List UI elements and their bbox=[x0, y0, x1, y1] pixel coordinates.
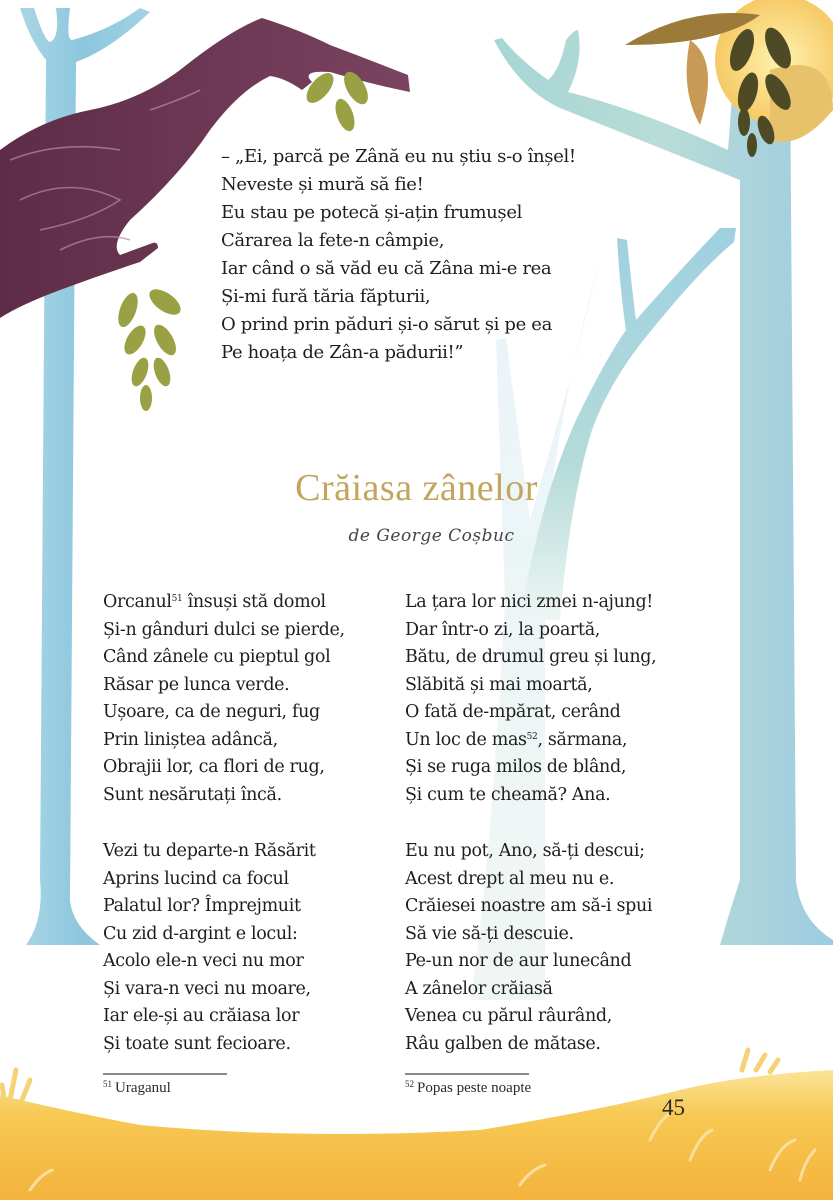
verse-line: Vezi tu departe-n Răsărit bbox=[103, 841, 316, 861]
verse-line: Eu nu pot, Ano, să-ți descui; bbox=[405, 841, 645, 861]
footnote-rule bbox=[103, 1073, 227, 1075]
verse-line: Slăbită și mai moartă, bbox=[405, 674, 593, 695]
verse-line: Neveste și mură să fie! bbox=[221, 174, 424, 195]
verse-line: Când zânele cu pieptul gol bbox=[103, 647, 331, 667]
verse-line: Și cum te cheamă? Ana. bbox=[405, 784, 611, 805]
verse-line: Răsar pe lunca verde. bbox=[103, 674, 290, 695]
verse-line: Să vie să-ți descuie. bbox=[405, 923, 574, 944]
verse-line: – „Ei, parcă pe Zână eu nu știu s-o înșel! bbox=[221, 146, 576, 167]
verse-line bbox=[405, 727, 656, 755]
verse-line: Prin liniștea adâncă, bbox=[103, 729, 278, 750]
verse-line: Obrajii lor, ca flori de rug, bbox=[103, 757, 325, 777]
verse-line: Cărarea la fete-n câmpie, bbox=[221, 230, 445, 251]
verse-text: Un loc de mas bbox=[405, 729, 527, 750]
verse-line: Și se ruga milos de blând, bbox=[405, 757, 627, 777]
verse-line: Venea cu părul râurând, bbox=[405, 1006, 612, 1026]
verse-text: însuși stă domol bbox=[182, 592, 326, 612]
footnote-52 bbox=[405, 1080, 531, 1097]
footnote-ref-51[interactable]: 51 bbox=[171, 594, 183, 604]
verse-line: Palatul lor? Împrejmuit bbox=[103, 896, 301, 916]
verse-line: Ușoare, ca de neguri, fug bbox=[103, 702, 320, 722]
verse-line: Râu galben de mătase. bbox=[405, 1033, 601, 1054]
left-stanza-1 bbox=[103, 589, 345, 809]
verse-line: Bătu, de drumul greu și lung, bbox=[405, 647, 657, 667]
footnote-number: 52 bbox=[405, 1079, 414, 1089]
verse-line: O prind prin păduri și-o sărut și pe ea bbox=[221, 314, 552, 335]
footnote-rule bbox=[405, 1073, 529, 1075]
right-stanza-2 bbox=[405, 838, 652, 1058]
right-stanza-1 bbox=[405, 589, 656, 809]
verse-line: Și-n gânduri dulci se pierde, bbox=[103, 619, 345, 640]
word-orcanul: Orcanul bbox=[103, 592, 172, 612]
verse-line: Și-mi fură tăria făpturii, bbox=[221, 286, 431, 307]
verse-line: Cu zid d-argint e locul: bbox=[103, 923, 298, 944]
verse-line: Și vara-n veci nu moare, bbox=[103, 978, 311, 999]
verse-line: Dar într-o zi, la poartă, bbox=[405, 619, 601, 640]
verse-line: Eu stau pe potecă și-ațin frumușel bbox=[221, 202, 523, 223]
verse-line: La țara lor nici zmei n-ajung! bbox=[405, 592, 653, 612]
page-number: 45 bbox=[662, 1095, 685, 1120]
footnote-number: 51 bbox=[103, 1079, 112, 1089]
verse-line: Iar când o să văd eu că Zâna mi-e rea bbox=[221, 258, 552, 279]
verse-line: Iar ele-și au crăiasa lor bbox=[103, 1006, 300, 1026]
verse-line: A zânelor crăiasă bbox=[405, 978, 553, 999]
verse-line: O fată de-mpărat, cerând bbox=[405, 702, 621, 722]
poem-author: de George Coșbuc bbox=[348, 526, 515, 546]
verse-line: Și toate sunt fecioare. bbox=[103, 1033, 291, 1054]
footnote-51 bbox=[103, 1080, 171, 1097]
verse-line: Acolo ele-n veci nu mor bbox=[103, 951, 304, 971]
verse-line bbox=[103, 589, 345, 617]
verse-line: Sunt nesărutați încă. bbox=[103, 784, 282, 805]
poem-title: Crăiasa zânelor bbox=[295, 467, 538, 509]
verse-line: Acest drept al meu nu e. bbox=[405, 868, 615, 889]
footnote-text: Uraganul bbox=[115, 1080, 171, 1096]
verse-line: Crăiesei noastre am să-i spui bbox=[405, 896, 653, 916]
intro-stanza bbox=[221, 143, 576, 367]
footnote-ref-52[interactable]: 52 bbox=[526, 731, 538, 742]
footnote-text: Popas peste noapte bbox=[417, 1080, 532, 1096]
verse-line: Aprins lucind ca focul bbox=[103, 868, 289, 889]
verse-text: , sărmana, bbox=[537, 729, 628, 750]
verse-line: Pe hoața de Zân-a pădurii!” bbox=[221, 342, 464, 363]
left-stanza-2 bbox=[103, 838, 316, 1058]
verse-line: Pe-un nor de aur lunecând bbox=[405, 951, 632, 971]
